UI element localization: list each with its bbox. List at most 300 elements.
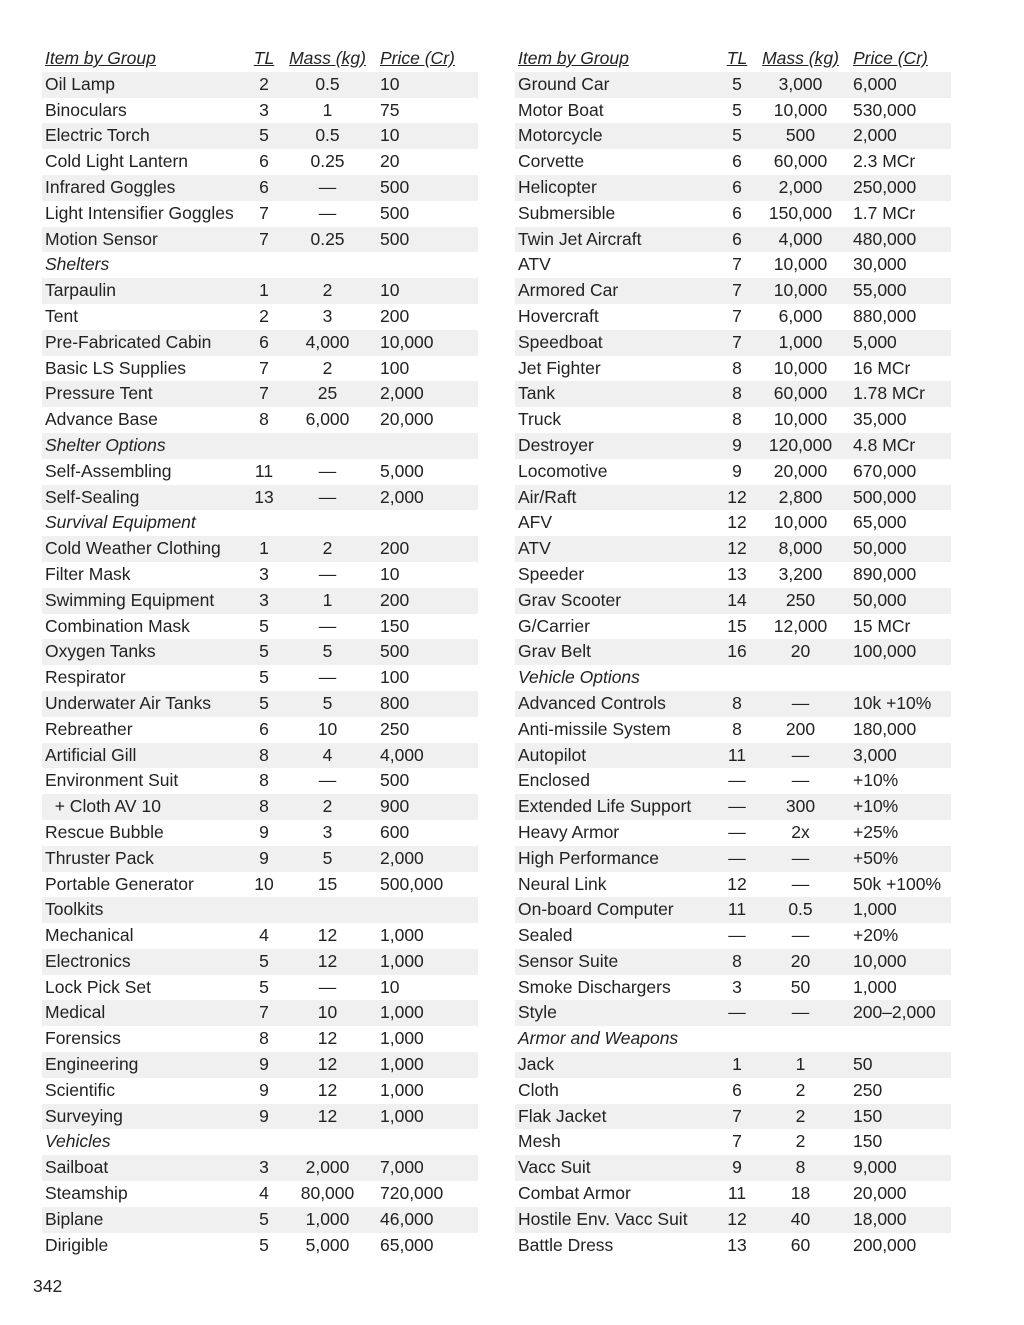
column-header-item: Item by Group — [45, 48, 156, 68]
cell-item: On-board Computer — [515, 897, 722, 923]
cell-price: 7,000 — [376, 1155, 478, 1181]
cell-item: Combination Mask — [45, 615, 190, 636]
column-header-price: Price (Cr) — [380, 48, 455, 68]
table-row — [515, 743, 951, 769]
table-row — [515, 588, 951, 614]
cell-price: 670,000 — [853, 460, 917, 481]
cell-price: 2,000 — [376, 846, 478, 872]
cell-price: 1,000 — [853, 976, 897, 997]
cell-tl: 8 — [722, 949, 752, 975]
cell-item: Survival Equipment — [45, 512, 196, 533]
cell-item: Vehicle Options — [518, 667, 640, 688]
cell-mass: — — [318, 770, 337, 791]
cell-tl: — — [722, 846, 752, 872]
cell-tl — [249, 1129, 279, 1155]
cell-mass: 60 — [790, 1234, 811, 1255]
cell-mass: 0.25 — [279, 227, 376, 253]
cell-price: 720,000 — [380, 1183, 444, 1204]
cell-tl: 10 — [254, 873, 274, 894]
cell-mass: — — [318, 976, 337, 997]
cell-price: 10 — [380, 976, 400, 997]
cell-mass: 12 — [279, 1104, 376, 1130]
cell-tl: 9 — [722, 1155, 752, 1181]
cell-mass: 25 — [279, 381, 376, 407]
cell-price: 65,000 — [380, 1234, 434, 1255]
section-header-row — [42, 252, 478, 278]
cell-mass — [279, 510, 376, 536]
cell-item: Ground Car — [515, 72, 722, 98]
cell-tl: 8 — [259, 770, 269, 791]
cell-tl: 6 — [259, 151, 269, 172]
cell-item: Air/Raft — [515, 485, 722, 511]
cell-item: Basic LS Supplies — [45, 357, 187, 378]
cell-item: Jet Fighter — [518, 357, 601, 378]
cell-tl: 11 — [722, 897, 752, 923]
cell-tl: 6 — [249, 330, 279, 356]
cell-price: +20% — [853, 925, 899, 946]
cell-item: Locomotive — [518, 460, 608, 481]
cell-mass: 10,000 — [773, 254, 828, 275]
cell-mass: 2,800 — [752, 485, 849, 511]
cell-price: 1.78 MCr — [849, 381, 951, 407]
table-row — [42, 614, 478, 640]
cell-tl: 8 — [732, 409, 742, 430]
table-row — [515, 1233, 951, 1259]
table-row — [42, 330, 478, 356]
table-row — [42, 356, 478, 382]
cell-tl: 5 — [722, 72, 752, 98]
table-row — [42, 98, 478, 124]
cell-item: Surveying — [42, 1104, 249, 1130]
cell-mass: 2 — [279, 278, 376, 304]
cell-tl: 3 — [732, 976, 742, 997]
cell-price: 1,000 — [849, 897, 951, 923]
cell-tl: 1 — [249, 278, 279, 304]
cell-mass: 2,000 — [752, 175, 849, 201]
cell-item: Advance Base — [45, 409, 158, 430]
cell-item: Vehicles — [45, 1131, 111, 1152]
cell-mass: 3,200 — [778, 563, 823, 584]
table-row — [42, 227, 478, 253]
cell-item: Destroyer — [515, 433, 722, 459]
cell-tl: — — [728, 770, 746, 791]
table-row — [515, 1052, 951, 1078]
column-header-mass: Mass (kg) — [762, 48, 839, 68]
cell-tl: 5 — [249, 949, 279, 975]
cell-mass: 12 — [279, 1052, 376, 1078]
cell-item: Motor Boat — [518, 99, 604, 120]
cell-item: Oil Lamp — [42, 72, 249, 98]
cell-price: 15 MCr — [853, 615, 911, 636]
cell-price: +10% — [853, 770, 899, 791]
cell-item: Infrared Goggles — [42, 175, 249, 201]
cell-item: Mechanical — [45, 925, 134, 946]
cell-tl: 3 — [259, 563, 269, 584]
cell-mass: — — [279, 175, 376, 201]
cell-price: 50 — [849, 1052, 951, 1078]
table-row — [515, 768, 951, 794]
cell-price: 150 — [380, 615, 410, 636]
cell-item: Mesh — [518, 1131, 561, 1152]
table-row — [42, 743, 478, 769]
cell-price: 200 — [376, 536, 478, 562]
table-row — [42, 278, 478, 304]
cell-tl: 7 — [249, 381, 279, 407]
table-row — [42, 1000, 478, 1026]
table-row — [515, 717, 951, 743]
cell-mass: — — [752, 1000, 849, 1026]
cell-mass: 1 — [322, 99, 333, 120]
cell-price: 10,000 — [376, 330, 478, 356]
cell-mass: 5,000 — [305, 1234, 350, 1255]
cell-price: 18,000 — [849, 1207, 951, 1233]
cell-item: Enclosed — [518, 770, 590, 791]
cell-price: +50% — [849, 846, 951, 872]
cell-tl: 1 — [249, 536, 279, 562]
cell-tl: 3 — [259, 99, 269, 120]
cell-tl: 5 — [259, 667, 269, 688]
table-row — [515, 1207, 951, 1233]
cell-price: 200 — [376, 588, 478, 614]
equipment-table-left — [42, 46, 474, 1258]
cell-item: Medical — [42, 1000, 249, 1026]
cell-tl: — — [722, 1000, 752, 1026]
cell-item: Filter Mask — [45, 563, 131, 584]
equipment-table — [515, 46, 951, 1258]
cell-price — [376, 252, 478, 278]
table-row — [42, 1052, 478, 1078]
cell-item: Motorcycle — [515, 123, 722, 149]
cell-tl: 11 — [722, 743, 752, 769]
cell-item: Submersible — [518, 202, 616, 223]
cell-tl: 7 — [259, 357, 269, 378]
cell-item: Shelters — [45, 254, 110, 275]
table-row — [42, 949, 478, 975]
cell-tl: 5 — [249, 123, 279, 149]
table-row — [515, 123, 951, 149]
cell-price: 1,000 — [380, 1079, 424, 1100]
cell-item: Tarpaulin — [42, 278, 249, 304]
cell-mass — [279, 1129, 376, 1155]
table-row — [42, 562, 478, 588]
cell-tl — [249, 433, 279, 459]
cell-mass: 10 — [317, 718, 338, 739]
cell-item: Advanced Controls — [515, 691, 722, 717]
cell-mass: 4,000 — [279, 330, 376, 356]
cell-item: Thruster Pack — [42, 846, 249, 872]
cell-tl: 5 — [259, 615, 269, 636]
cell-item: Pre-Fabricated Cabin — [42, 330, 249, 356]
cell-mass — [279, 252, 376, 278]
cell-price: 20,000 — [380, 409, 434, 430]
cell-mass: 1,000 — [279, 1207, 376, 1233]
cell-mass: 12,000 — [773, 615, 828, 636]
table-row — [515, 536, 951, 562]
cell-item: Hovercraft — [518, 305, 599, 326]
table-row — [42, 1155, 478, 1181]
table-row — [515, 72, 951, 98]
cell-tl: 7 — [722, 1104, 752, 1130]
cell-tl: 7 — [259, 202, 269, 223]
cell-price: 150 — [853, 1131, 883, 1152]
table-row — [42, 201, 478, 227]
cell-price — [376, 897, 478, 923]
cell-item: Oxygen Tanks — [42, 639, 249, 665]
cell-item: Armored Car — [515, 278, 722, 304]
cell-item: Sailboat — [42, 1155, 249, 1181]
section-header-row — [42, 433, 478, 459]
cell-mass — [752, 1026, 849, 1052]
table-row — [515, 227, 951, 253]
cell-mass: 0.5 — [752, 897, 849, 923]
cell-tl: 12 — [727, 512, 747, 533]
cell-mass: 2 — [795, 1079, 806, 1100]
cell-tl: 7 — [722, 330, 752, 356]
cell-price: 50,000 — [849, 536, 951, 562]
table-row — [515, 459, 951, 485]
table-row — [515, 562, 951, 588]
cell-price: 2,000 — [376, 381, 478, 407]
table-row — [42, 691, 478, 717]
table-row — [42, 639, 478, 665]
cell-tl: 5 — [249, 1207, 279, 1233]
cell-price: +25% — [853, 821, 899, 842]
cell-price: 16 MCr — [853, 357, 911, 378]
cell-mass: 6,000 — [778, 305, 823, 326]
cell-item: Heavy Armor — [518, 821, 620, 842]
cell-mass: 12 — [279, 949, 376, 975]
cell-item: Swimming Equipment — [42, 588, 249, 614]
table-row — [42, 923, 478, 949]
section-header-row — [42, 897, 478, 923]
cell-mass: 10,000 — [752, 278, 849, 304]
cell-item: Lock Pick Set — [45, 976, 152, 997]
cell-mass: 10 — [279, 1000, 376, 1026]
cell-item: Cold Light Lantern — [45, 151, 189, 172]
cell-item: Anti-missile System — [518, 718, 671, 739]
equipment-table — [42, 46, 478, 1258]
cell-tl: 1 — [722, 1052, 752, 1078]
cell-tl: 12 — [722, 536, 752, 562]
cell-mass — [752, 665, 849, 691]
cell-mass — [279, 897, 376, 923]
cell-tl: 6 — [732, 1079, 742, 1100]
cell-item: + Cloth AV 10 — [42, 794, 249, 820]
cell-tl: 9 — [722, 433, 752, 459]
table-row — [42, 1078, 478, 1104]
column-header-price: Price (Cr) — [853, 48, 928, 68]
cell-mass: 20 — [752, 949, 849, 975]
table-row — [515, 356, 951, 382]
cell-price: 35,000 — [853, 409, 907, 430]
cell-price: 1,000 — [376, 1000, 478, 1026]
cell-mass: 10,000 — [773, 357, 828, 378]
cell-mass: 120,000 — [752, 433, 849, 459]
cell-price: 4.8 MCr — [849, 433, 951, 459]
table-row — [515, 639, 951, 665]
cell-tl: 6 — [732, 151, 742, 172]
cell-tl: 16 — [722, 639, 752, 665]
table-row — [515, 1078, 951, 1104]
table-row — [515, 510, 951, 536]
cell-mass: 2x — [791, 821, 810, 842]
table-row — [515, 975, 951, 1001]
cell-price: 4,000 — [376, 743, 478, 769]
column-header-item: Item by Group — [518, 48, 629, 68]
cell-mass: 3,000 — [752, 72, 849, 98]
table-row — [42, 1026, 478, 1052]
cell-mass: 10,000 — [773, 99, 828, 120]
table-row — [515, 949, 951, 975]
cell-price: 20,000 — [853, 1183, 907, 1204]
table-row — [42, 459, 478, 485]
cell-tl: 12 — [727, 873, 747, 894]
cell-price: 5,000 — [380, 460, 424, 481]
cell-item: Grav Scooter — [515, 588, 722, 614]
table-row — [515, 381, 951, 407]
cell-mass: 15 — [317, 873, 338, 894]
cell-tl: 8 — [249, 794, 279, 820]
cell-price: 2,000 — [849, 123, 951, 149]
table-row — [515, 330, 951, 356]
cell-tl: 11 — [254, 460, 274, 481]
cell-mass: 3 — [322, 821, 333, 842]
cell-price: 500 — [380, 202, 410, 223]
table-row — [515, 846, 951, 872]
cell-tl: 6 — [722, 175, 752, 201]
cell-item: Speeder — [518, 563, 585, 584]
cell-price: 65,000 — [853, 512, 907, 533]
cell-price: 100 — [380, 357, 410, 378]
cell-price: 9,000 — [849, 1155, 951, 1181]
cell-price: 1,000 — [376, 949, 478, 975]
table-row — [42, 872, 478, 898]
cell-mass: — — [279, 485, 376, 511]
cell-tl: 6 — [249, 175, 279, 201]
table-row — [42, 768, 478, 794]
cell-tl — [722, 1026, 752, 1052]
table-row — [515, 149, 951, 175]
cell-tl: 8 — [722, 691, 752, 717]
cell-price — [376, 1129, 478, 1155]
page-number: 342 — [33, 1276, 63, 1296]
table-row — [515, 304, 951, 330]
cell-mass: 12 — [317, 1028, 338, 1049]
cell-mass: 2,000 — [279, 1155, 376, 1181]
cell-item: Electric Torch — [42, 123, 249, 149]
cell-mass: 150,000 — [768, 202, 833, 223]
cell-price: 500 — [376, 639, 478, 665]
table-row — [515, 897, 951, 923]
column-header-tl: TL — [726, 48, 748, 68]
table-row — [515, 98, 951, 124]
cell-tl: 8 — [259, 1028, 269, 1049]
table-row — [515, 923, 951, 949]
cell-price: 250 — [853, 1079, 883, 1100]
cell-item: Flak Jacket — [515, 1104, 722, 1130]
cell-item: Autopilot — [515, 743, 722, 769]
cell-price: 10 — [376, 72, 478, 98]
cell-price: 10k +10% — [849, 691, 951, 717]
cell-item: Shelter Options — [42, 433, 249, 459]
cell-price: 500 — [376, 227, 478, 253]
cell-tl: 7 — [732, 1131, 742, 1152]
column-header-tl: TL — [253, 48, 275, 68]
cell-mass: 5 — [279, 846, 376, 872]
cell-item: Self-Assembling — [45, 460, 172, 481]
cell-tl: 6 — [259, 718, 269, 739]
cell-price — [849, 665, 951, 691]
cell-price: 10,000 — [849, 949, 951, 975]
table-row — [42, 149, 478, 175]
cell-item: Tent — [45, 305, 79, 326]
cell-price: 1,000 — [380, 925, 424, 946]
cell-item: Tank — [515, 381, 722, 407]
cell-price — [376, 433, 478, 459]
section-header-row — [515, 665, 951, 691]
cell-mass: 4 — [279, 743, 376, 769]
cell-tl: 6 — [722, 227, 752, 253]
cell-price: 500,000 — [849, 485, 951, 511]
cell-item: Corvette — [518, 151, 585, 172]
cell-mass: 2 — [279, 794, 376, 820]
cell-mass: 500 — [752, 123, 849, 149]
cell-mass: — — [752, 743, 849, 769]
cell-tl: 12 — [722, 485, 752, 511]
table-row — [42, 665, 478, 691]
table-row — [42, 381, 478, 407]
cell-mass: 2 — [752, 1104, 849, 1130]
cell-tl: 13 — [727, 1234, 747, 1255]
cell-price: 20 — [380, 151, 400, 172]
cell-item: Cloth — [518, 1079, 559, 1100]
cell-price: 100 — [380, 667, 410, 688]
cell-price: 55,000 — [849, 278, 951, 304]
cell-item: Steamship — [45, 1183, 128, 1204]
cell-tl: 7 — [732, 305, 742, 326]
cell-price: 50,000 — [849, 588, 951, 614]
cell-tl: 9 — [249, 846, 279, 872]
table-row — [42, 72, 478, 98]
cell-tl — [722, 665, 752, 691]
cell-price: 30,000 — [853, 254, 907, 275]
cell-price: +10% — [849, 794, 951, 820]
cell-tl: — — [722, 794, 752, 820]
cell-tl: 9 — [259, 821, 269, 842]
table-row — [42, 820, 478, 846]
cell-mass: 0.5 — [279, 123, 376, 149]
cell-item: Truck — [518, 409, 562, 430]
cell-tl: 13 — [727, 563, 747, 584]
cell-tl: 9 — [732, 460, 742, 481]
cell-mass: 80,000 — [300, 1183, 355, 1204]
cell-mass: — — [791, 925, 810, 946]
cell-price: 1,000 — [380, 1028, 424, 1049]
table-row — [515, 485, 951, 511]
cell-mass: — — [791, 770, 810, 791]
cell-price: 200–2,000 — [849, 1000, 951, 1026]
cell-mass: — — [752, 691, 849, 717]
cell-tl: 7 — [249, 1000, 279, 1026]
cell-price: 2,000 — [376, 485, 478, 511]
cell-mass: — — [791, 873, 810, 894]
cell-price: 50k +100% — [853, 873, 942, 894]
cell-item: Hostile Env. Vacc Suit — [515, 1207, 722, 1233]
table-row — [515, 407, 951, 433]
cell-mass: 1 — [279, 588, 376, 614]
cell-price: 75 — [380, 99, 400, 120]
cell-price — [376, 510, 478, 536]
